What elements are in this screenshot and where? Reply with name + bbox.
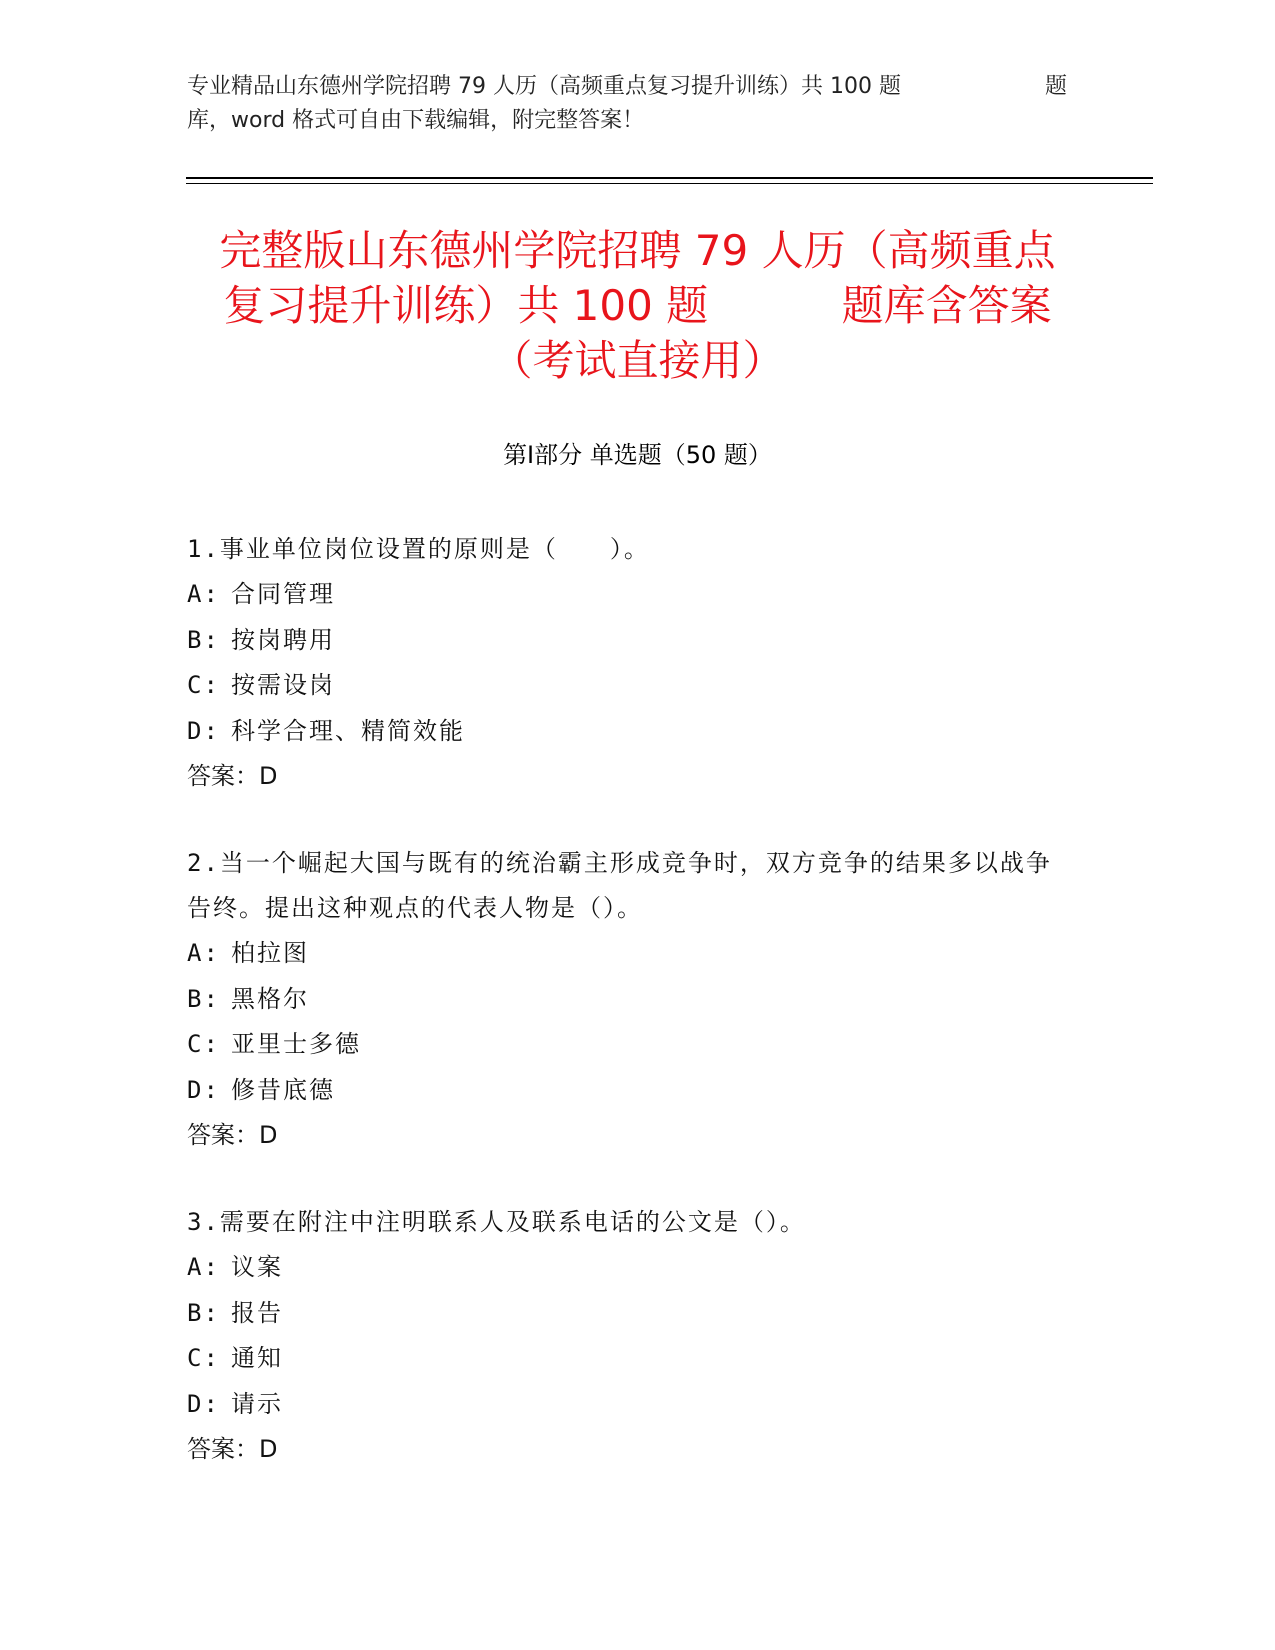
- header-divider-thin: [186, 183, 1153, 184]
- title-line-1: 完整版山东德州学院招聘 79 人历（高频重点: [219, 226, 1056, 275]
- answer-line: 答案：D: [187, 1435, 278, 1463]
- option-key: D:: [187, 1075, 220, 1104]
- option-key: B:: [187, 984, 220, 1013]
- option-key: D:: [187, 716, 220, 745]
- question-stem: 2.当一个崛起大国与既有的统治霸主形成竞争时，双方竞争的结果多以战争告终。提出这种观点的代表人物是（）。: [187, 849, 1052, 922]
- option-text: 按需设岗: [231, 671, 335, 699]
- option-b: [187, 977, 1067, 1023]
- section-heading: 第Ⅰ部分 单选题（50 题）: [503, 441, 772, 469]
- option-key: A:: [187, 939, 220, 967]
- title-line-3: （考试直接用）: [490, 336, 785, 385]
- option-key: D:: [187, 1389, 220, 1418]
- question-list: [187, 527, 1067, 1514]
- option-d: [187, 1068, 1067, 1114]
- option-a: [187, 1245, 1067, 1291]
- header-note-line-2: 库，word 格式可自由下载编辑，附完整答案！: [187, 108, 645, 133]
- option-d: [187, 1382, 1067, 1428]
- header-note-line-1-main: 专业精品山东德州学院招聘 79 人历（高频重点复习提升训练）共 100 题: [187, 74, 901, 99]
- question-stem: 3.需要在附注中注明联系人及联系电话的公文是（）。: [187, 1208, 806, 1236]
- option-c: [187, 663, 1067, 709]
- option-key: B:: [187, 1298, 220, 1327]
- option-text: 亚里士多德: [231, 1030, 361, 1058]
- option-key: C:: [187, 1344, 220, 1372]
- header-note-line-1-tail: 题: [1044, 74, 1067, 99]
- option-text: 请示: [231, 1389, 283, 1418]
- option-b: [187, 618, 1067, 664]
- answer-line: 答案：D: [187, 762, 278, 790]
- document-title: [150, 223, 1125, 388]
- answer-line: 答案：D: [187, 1121, 278, 1149]
- option-text: 科学合理、精简效能: [231, 716, 465, 745]
- option-text: 议案: [231, 1253, 283, 1281]
- option-a: [187, 931, 1067, 977]
- document-header-note: [187, 70, 1067, 138]
- header-divider-thick: [186, 177, 1153, 179]
- option-key: B:: [187, 625, 220, 654]
- option-b: [187, 1291, 1067, 1337]
- header-note-line-1: [187, 70, 1067, 104]
- option-key: A:: [187, 1253, 220, 1281]
- option-d: [187, 709, 1067, 755]
- option-key: A:: [187, 580, 220, 608]
- question-item: [187, 527, 1067, 799]
- option-c: [187, 1022, 1067, 1068]
- option-c: [187, 1336, 1067, 1382]
- question-item: [187, 841, 1067, 1158]
- option-text: 报告: [231, 1298, 283, 1327]
- option-text: 柏拉图: [231, 939, 309, 967]
- option-text: 修昔底德: [231, 1075, 335, 1104]
- option-text: 黑格尔: [231, 984, 309, 1013]
- option-key: C:: [187, 1030, 220, 1058]
- question-item: [187, 1200, 1067, 1472]
- option-a: [187, 572, 1067, 618]
- option-text: 合同管理: [231, 580, 335, 608]
- question-stem: 1.事业单位岗位设置的原则是（ ）。: [187, 535, 650, 563]
- option-key: C:: [187, 671, 220, 699]
- title-line-2: 复习提升训练）共 100 题 题库含答案: [223, 281, 1052, 330]
- option-text: 通知: [231, 1344, 283, 1372]
- option-text: 按岗聘用: [231, 625, 335, 654]
